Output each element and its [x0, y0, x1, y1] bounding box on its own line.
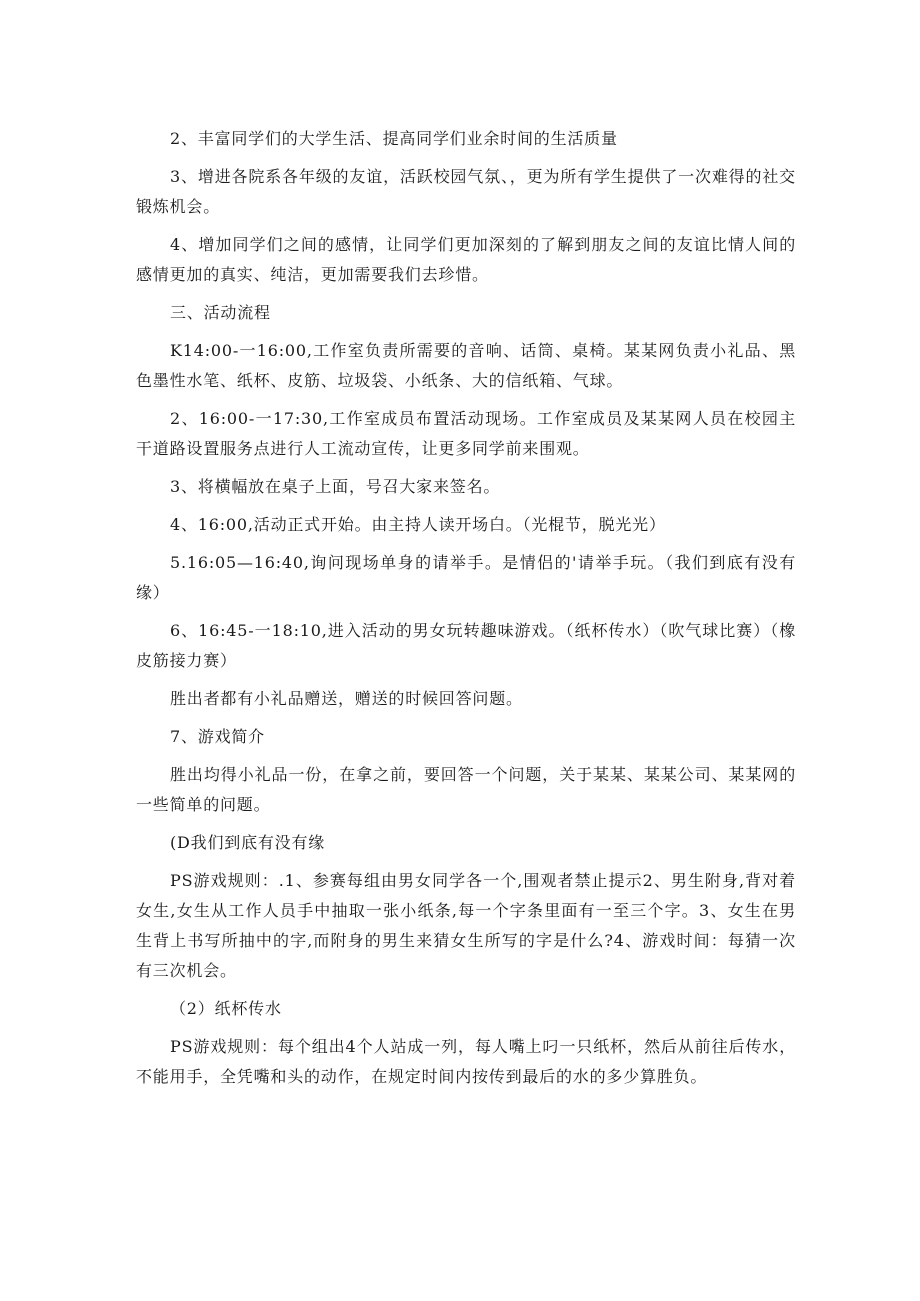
paragraph-flow-3: 3、将横幅放在桌子上面，号召大家来签名。: [170, 477, 501, 496]
paragraph-game-intro-heading: 7、游戏简介: [170, 727, 265, 746]
paragraph-objective-3: 3、增进各院系各年级的友谊，活跃校园气氛、，更为所有学生提供了一次难得的社交锻炼机会。: [136, 167, 796, 216]
paragraph-flow-6: 6、16:45-一18:10,进入活动的男女玩转趣味游戏。（纸杯传水）（吹气球比赛）（橡皮筋接力赛）: [136, 621, 796, 670]
paragraph-objective-2: 2、丰富同学们的大学生活、提高同学们业余时间的生活质量: [170, 129, 618, 148]
document-body: [136, 124, 796, 1100]
paragraph-flow-4: 4、16:00,活动正式开始。由主持人读开场白。（光棍节，脱光光）: [170, 515, 666, 534]
paragraph-game-1-title: (D我们到底有没有缘: [170, 833, 326, 852]
paragraph-objective-4: 4、增加同学们之间的感情，让同学们更加深刻的了解到朋友之间的友谊比情人间的感情更加的真实、纯洁，更加需要我们去珍惜。: [136, 235, 796, 284]
paragraph-game-2-rules: PS游戏规则：每个组出4个人站成一列，每人嘴上叼一只纸杯，然后从前往后传水，不能用手，全凭嘴和头的动作，在规定时间内按传到最后的水的多少算胜负。: [136, 1037, 796, 1086]
paragraph-flow-2: 2、16:00-一17:30,工作室成员布置活动现场。工作室成员及某某网人员在校园主干道路设置服务点进行人工流动宣传，让更多同学前来围观。: [136, 409, 796, 458]
paragraph-flow-5: 5.16:05—16:40,询问现场单身的请举手。是情侣的'请举手玩。（我们到底有没有缘）: [136, 553, 796, 602]
paragraph-flow-1: K14:00-一16:00,工作室负责所需要的音响、话筒、桌椅。某某网负责小礼品、黑色墨性水笔、纸杯、皮筋、垃圾袋、小纸条、大的信纸箱、气球。: [136, 341, 796, 390]
paragraph-game-2-title: （2）纸杯传水: [170, 999, 282, 1018]
paragraph-prize-note: 胜出者都有小礼品赠送，赠送的时候回答问题。: [170, 689, 523, 708]
paragraph-game-intro: 胜出均得小礼品一份，在拿之前，要回答一个问题，关于某某、某某公司、某某网的一些简单的问题。: [136, 765, 796, 814]
paragraph-game-1-rules: PS游戏规则：.1、参赛每组由男女同学各一个,围观者禁止提示2、男生附身,背对着女生,女生从工作人员手中抽取一张小纸条,每一个字条里面有一至三个字。3、女生在男生背上书写所抽中的字,而附身的男生来猜女生所写的字是什么?4、游戏时间：每猜一次有三次机会。: [136, 871, 796, 980]
section-heading-activity-flow: 三、活动流程: [170, 303, 271, 322]
